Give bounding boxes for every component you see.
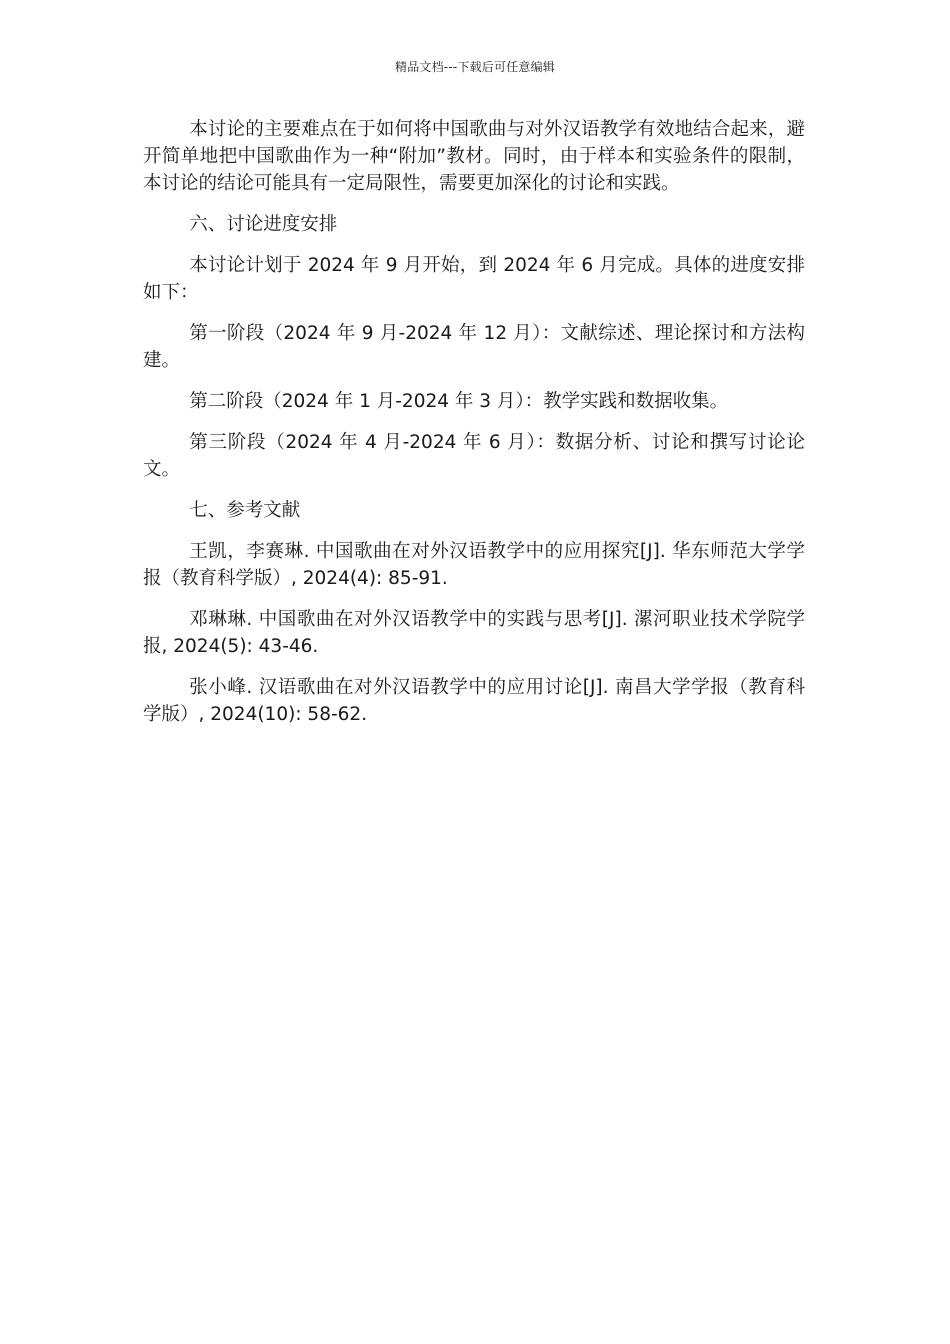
page-header: 精品文档---下载后可任意编辑: [395, 60, 555, 74]
paragraph-schedule-intro: 本讨论计划于 2024 年 9 月开始，到 2024 年 6 月完成。具体的进度安排如下：: [143, 255, 805, 303]
schedule-stage-3: 第三阶段（2024 年 4 月-2024 年 6 月）：数据分析、讨论和撰写讨论论文。: [143, 432, 805, 480]
section-heading-references: 七、参考文献: [189, 500, 301, 521]
document-body: [143, 116, 805, 742]
reference-item: 邓琳琳. 中国歌曲在对外汉语教学中的实践与思考[J]. 漯河职业技术学院学报, 2024(5): 43-46.: [143, 609, 805, 657]
schedule-stage-2: 第二阶段（2024 年 1 月-2024 年 3 月）：教学实践和数据收集。: [189, 391, 729, 412]
paragraph-difficulties: 本讨论的主要难点在于如何将中国歌曲与对外汉语教学有效地结合起来，避开简单地把中国歌曲作为一种“附加”教材。同时，由于样本和实验条件的限制，本讨论的结论可能具有一定局限性，需要更加深化的讨论和实践。: [143, 119, 805, 194]
reference-item: 王凯，李赛琳. 中国歌曲在对外汉语教学中的应用探究[J]. 华东师范大学学报（教育科学版）, 2024(4): 85-91.: [143, 541, 805, 589]
schedule-stage-1: 第一阶段（2024 年 9 月-2024 年 12 月）：文献综述、理论探讨和方法构建。: [143, 323, 805, 371]
reference-item: 张小峰. 汉语歌曲在对外汉语教学中的应用讨论[J]. 南昌大学学报（教育科学版）, 2024(10): 58-62.: [143, 677, 805, 725]
section-heading-schedule: 六、讨论进度安排: [189, 214, 338, 235]
